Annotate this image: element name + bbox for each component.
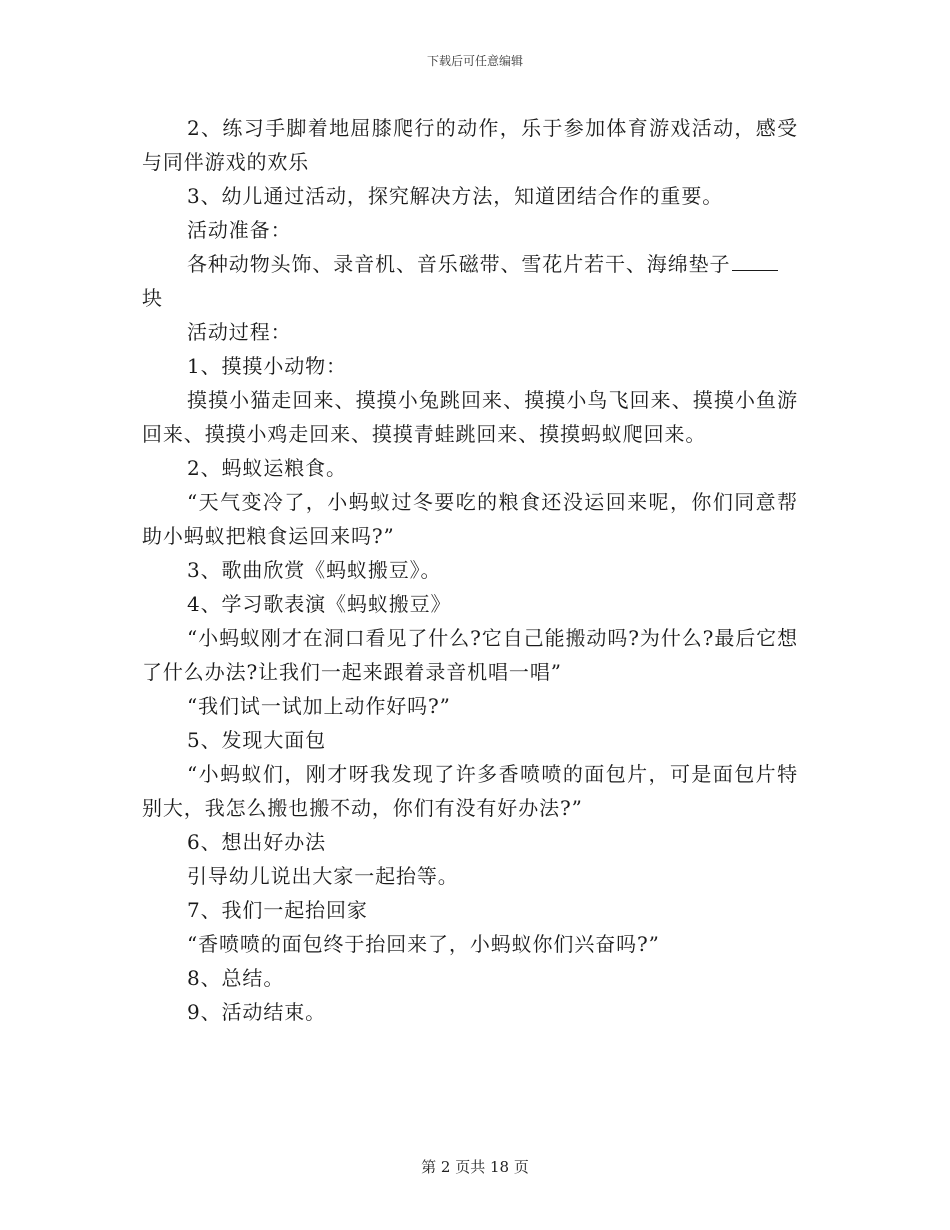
step-1-title: 1、摸摸小动物： [187, 354, 347, 378]
step-5-body: “小蚂蚁们，刚才呀我发现了许多香喷喷的面包片，可是面包片特别大，我怎么搬也搬不动，你们有没有好办法?” [142, 762, 798, 820]
page-footer: 第 2 页共 18 页 [421, 1158, 529, 1176]
heading-process: 活动过程： [187, 320, 292, 344]
step-2-title: 2、蚂蚁运粮食。 [187, 456, 347, 480]
step-2-body: “天气变冷了，小蚂蚁过冬要吃的粮食还没运回来呢，你们同意帮助小蚂蚁把粮食运回来吗?” [142, 490, 798, 548]
step-4-body-1: “小蚂蚁刚才在洞口看见了什么?它自己能搬动吗?为什么?最后它想了什么办法?让我们一起来跟着录音机唱一唱” [142, 626, 798, 684]
step-7-title: 7、我们一起抬回家 [187, 898, 368, 922]
document-body [142, 111, 798, 1029]
step-7-body: “香喷喷的面包终于抬回来了，小蚂蚁你们兴奋吗?” [187, 932, 660, 956]
step-6-body: 引导幼儿说出大家一起抬等。 [187, 864, 459, 888]
fill-in-blank [732, 252, 778, 271]
page-header: 下载后可任意编辑 [426, 54, 523, 68]
step-4-body-2: “我们试一试加上动作好吗?” [187, 694, 451, 718]
paragraph-goal-2: 2、练习手脚着地屈膝爬行的动作，乐于参加体育游戏活动，感受与同伴游戏的欢乐 [142, 116, 798, 174]
materials-text: 各种动物头饰、录音机、音乐磁带、雪花片若干、海绵垫子 [187, 252, 731, 276]
paragraph-materials [142, 247, 798, 281]
step-6-title: 6、想出好办法 [187, 830, 327, 854]
heading-preparation: 活动准备： [187, 218, 292, 242]
step-1-body: 摸摸小猫走回来、摸摸小兔跳回来、摸摸小鸟飞回来、摸摸小鱼游回来、摸摸小鸡走回来、摸摸青蛙跳回来、摸摸蚂蚁爬回来。 [142, 388, 798, 446]
step-8-title: 8、总结。 [187, 966, 285, 990]
paragraph-goal-3: 3、幼儿通过活动，探究解决方法，知道团结合作的重要。 [187, 184, 724, 208]
step-4-title: 4、学习歌表演《蚂蚁搬豆》 [187, 592, 452, 616]
step-3-title: 3、歌曲欣赏《蚂蚁搬豆》。 [187, 558, 442, 582]
step-5-title: 5、发现大面包 [187, 728, 327, 752]
step-9-title: 9、活动结束。 [187, 1000, 327, 1024]
paragraph-materials-unit: 块 [142, 286, 163, 310]
